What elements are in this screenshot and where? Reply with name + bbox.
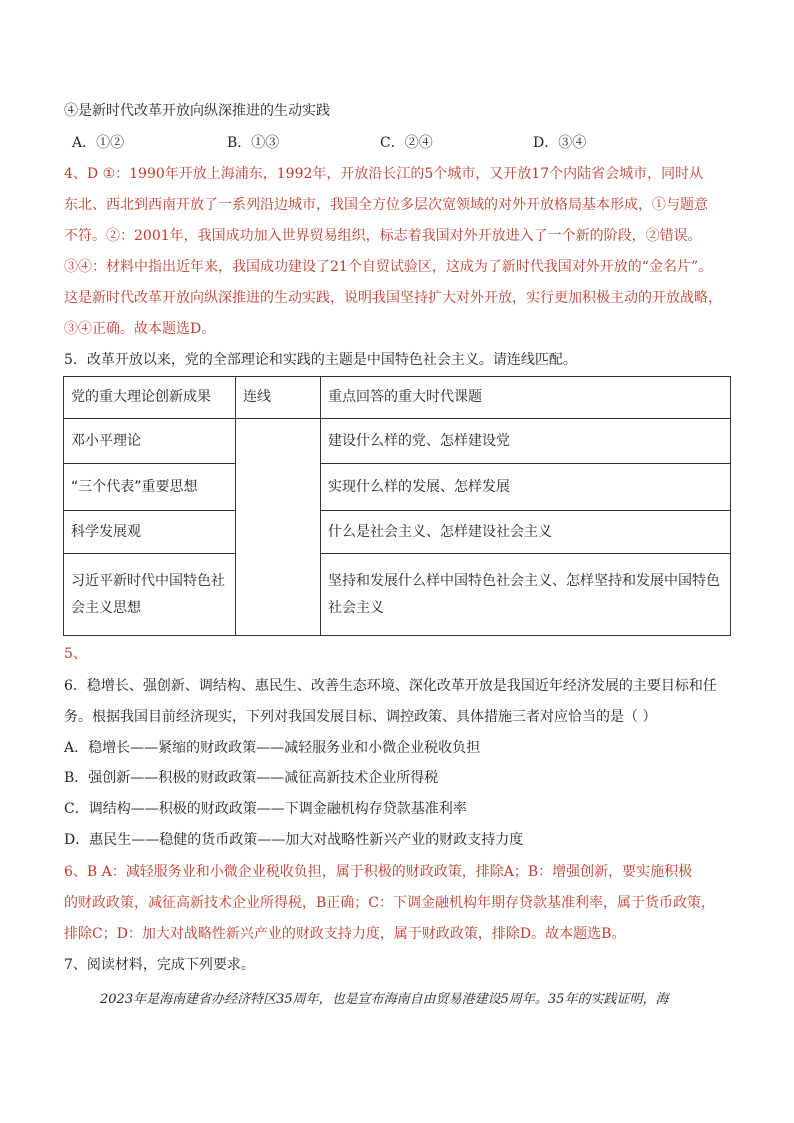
table-row [64, 554, 731, 636]
right-cell-4-line-2: 社会主义 [328, 599, 384, 616]
q4-option-b: B．①③ [227, 135, 280, 151]
q4-options [72, 132, 722, 152]
q5-answer: 5、 [64, 646, 87, 662]
left-cell-4 [64, 554, 236, 636]
q6-option-a: A．稳增长——紧缩的财政政策——减轻服务业和小微企业税收负担 [64, 740, 481, 756]
left-cell-1: 邓小平理论 [64, 419, 236, 464]
q6-option-d: D．惠民生——稳健的货币政策——加大对战略性新兴产业的财政支持力度 [64, 832, 524, 848]
left-cell-4-line-2: 会主义思想 [71, 599, 141, 616]
q6-answer-line-3: 排除C；D：加大对战略性新兴产业的财政支持力度，属于财政政策，排除D。故本题选B。 [64, 926, 626, 942]
table-row [64, 511, 731, 554]
q4-answer-line-5: 这是新时代改革开放向纵深推进的生动实践，说明我国坚持扩大对外开放，实行更加积极主动的开放战略， [64, 290, 722, 306]
q4-answer-line-3: 不符。②：2001年，我国成功加入世界贸易组织，标志着我国对外开放进入了一个新的阶段，②错误。 [64, 228, 702, 244]
left-cell-3: 科学发展观 [64, 511, 236, 554]
right-cell-3: 什么是社会主义、怎样建设社会主义 [321, 511, 731, 554]
q4-stem-tail: ④是新时代改革开放向纵深推进的生动实践 [64, 103, 330, 119]
q4-answer-line-2: 东北、西北到西南开放了一系列沿边城市，我国全方位多层次宽领域的对外开放格局基本形成，①与题意 [64, 197, 708, 213]
q4-option-c: C．②④ [380, 135, 433, 151]
header-left-cell: 党的重大理论创新成果 [64, 377, 236, 419]
q7-material: 2023年是海南建省办经济特区35周年，也是宣布海南自由贸易港建设5周年。35年的实践证明，海 [100, 992, 669, 1007]
q6-option-c: C．调结构——积极的财政政策——下调金融机构存贷款基准利率 [64, 801, 467, 817]
right-cell-4 [321, 554, 731, 636]
q7-stem: 7、阅读材料，完成下列要求。 [64, 957, 255, 973]
header-mid-cell: 连线 [236, 377, 321, 419]
table-row [64, 464, 731, 511]
table-header-row [64, 377, 731, 419]
q4-answer-line-6: ③④正确。故本题选D。 [64, 321, 216, 337]
q6-option-b: B．强创新——积极的财政政策——减征高新技术企业所得税 [64, 770, 439, 786]
table-row [64, 419, 731, 464]
right-cell-4-line-1: 坚持和发展什么样中国特色社会主义、怎样坚持和发展中国特色 [328, 572, 720, 589]
left-cell-2: “三个代表”重要思想 [64, 464, 236, 511]
q6-stem-line-1: 6．稳增长、强创新、调结构、惠民生、改善生态环境、深化改革开放是我国近年经济发展的主要目标和任 [64, 678, 717, 694]
header-right-cell: 重点回答的重大时代课题 [321, 377, 731, 419]
right-cell-1: 建设什么样的党、怎样建设党 [321, 419, 731, 464]
right-cell-2: 实现什么样的发展、怎样发展 [321, 464, 731, 511]
q5-stem: 5．改革开放以来，党的全部理论和实践的主题是中国特色社会主义。请连线匹配。 [64, 352, 577, 368]
q4-answer-line-1: 4、D ①：1990年开放上海浦东，1992年，开放沿长江的5个城市，又开放17个内陆省会城市，同时从 [64, 166, 704, 182]
left-cell-4-line-1: 习近平新时代中国特色社 [71, 572, 225, 589]
q4-option-d: D．③④ [533, 135, 587, 151]
q4-option-a: A．①② [72, 135, 125, 151]
q4-answer-line-4: ③④：材料中指出近年来，我国成功建设了21个自贸试验区，这成为了新时代我国对外开放的“金名片”。 [64, 259, 713, 275]
q6-stem-line-2: 务。根据我国目前经济现实，下列对我国发展目标、调控政策、具体措施三者对应恰当的是（ ） [64, 709, 657, 725]
q6-answer-line-1: 6、B A：减轻服务业和小微企业税收负担，属于积极的财政政策，排除A；B：增强创新，要实施积极 [64, 864, 693, 880]
q5-matching-table [63, 376, 731, 636]
q6-answer-line-2: 的财政政策，减征高新技术企业所得税，B正确；C：下调金融机构年期存贷款基准利率，属于货币政策， [64, 895, 715, 911]
connect-line-area[interactable] [236, 419, 321, 636]
